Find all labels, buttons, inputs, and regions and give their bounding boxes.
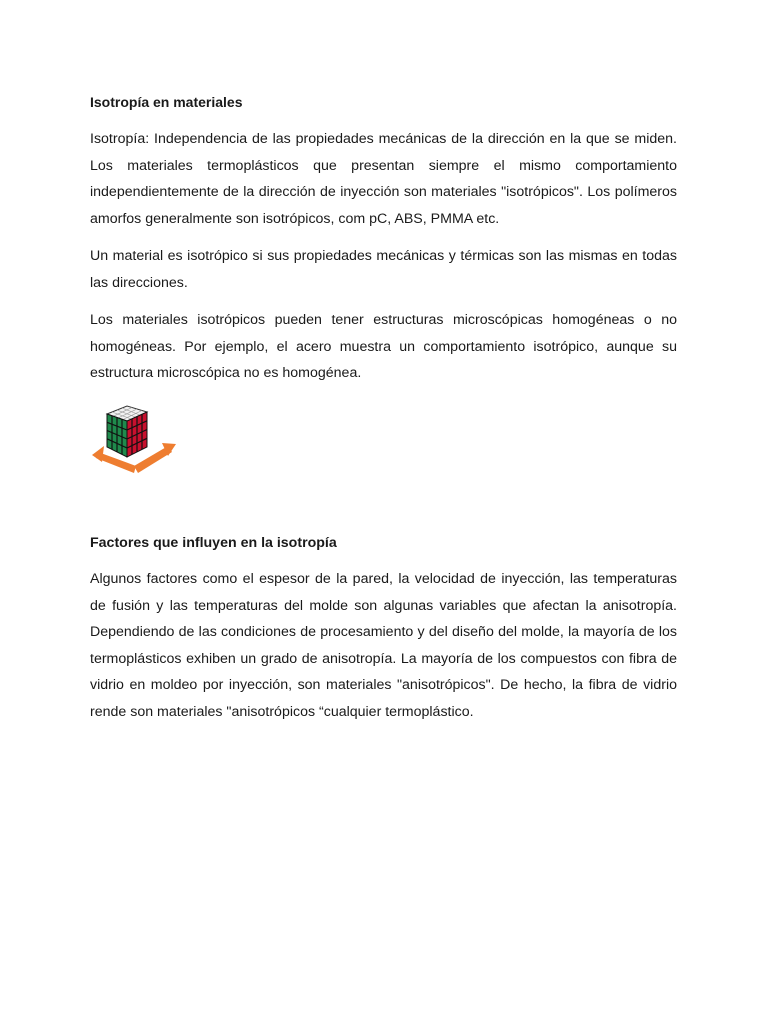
paragraph-isotropic-material: Un material es isotrópico si sus propiedades mecánicas y térmicas son las mismas en todas las direcciones. — [90, 248, 677, 291]
paragraph-definition: Isotropía: Independencia de las propiedades mecánicas de la dirección en la que se miden. Los materiales termoplásticos que presentan siempre el mismo comportamiento independientemente de la dirección de inyección son materiales "isotrópicos". Los polímeros amorfos generalmente son isotrópicos, com pC, ABS, PMMA etc. — [90, 131, 677, 227]
rubiks-cube-arrows-icon — [90, 402, 180, 480]
section-title-factors: Factores que influyen en la isotropía — [90, 535, 337, 551]
paragraph-microstructure: Los materiales isotrópicos pueden tener estructuras microscópicas homogéneas o no homogéneas. Por ejemplo, el acero muestra un comportamiento isotrópico, aunque su estructura microscópica no es homogénea. — [90, 312, 677, 382]
section-title-isotropy: Isotropía en materiales — [90, 94, 243, 110]
paragraph-factors: Algunos factores como el espesor de la pared, la velocidad de inyección, las temperaturas de fusión y las temperaturas del molde son algunas variables que afectan la anisotropía. Dependiendo de las condiciones de procesamiento y del diseño del molde, la mayoría de los termoplásticos exhiben un grado de anisotropía. La mayoría de los compuestos con fibra de vidrio en moldeo por inyección, son materiales "anisotrópicos". De hecho, la fibra de vidrio rende son materiales "anisotrópicos “cualquier termoplástico. — [90, 571, 677, 720]
